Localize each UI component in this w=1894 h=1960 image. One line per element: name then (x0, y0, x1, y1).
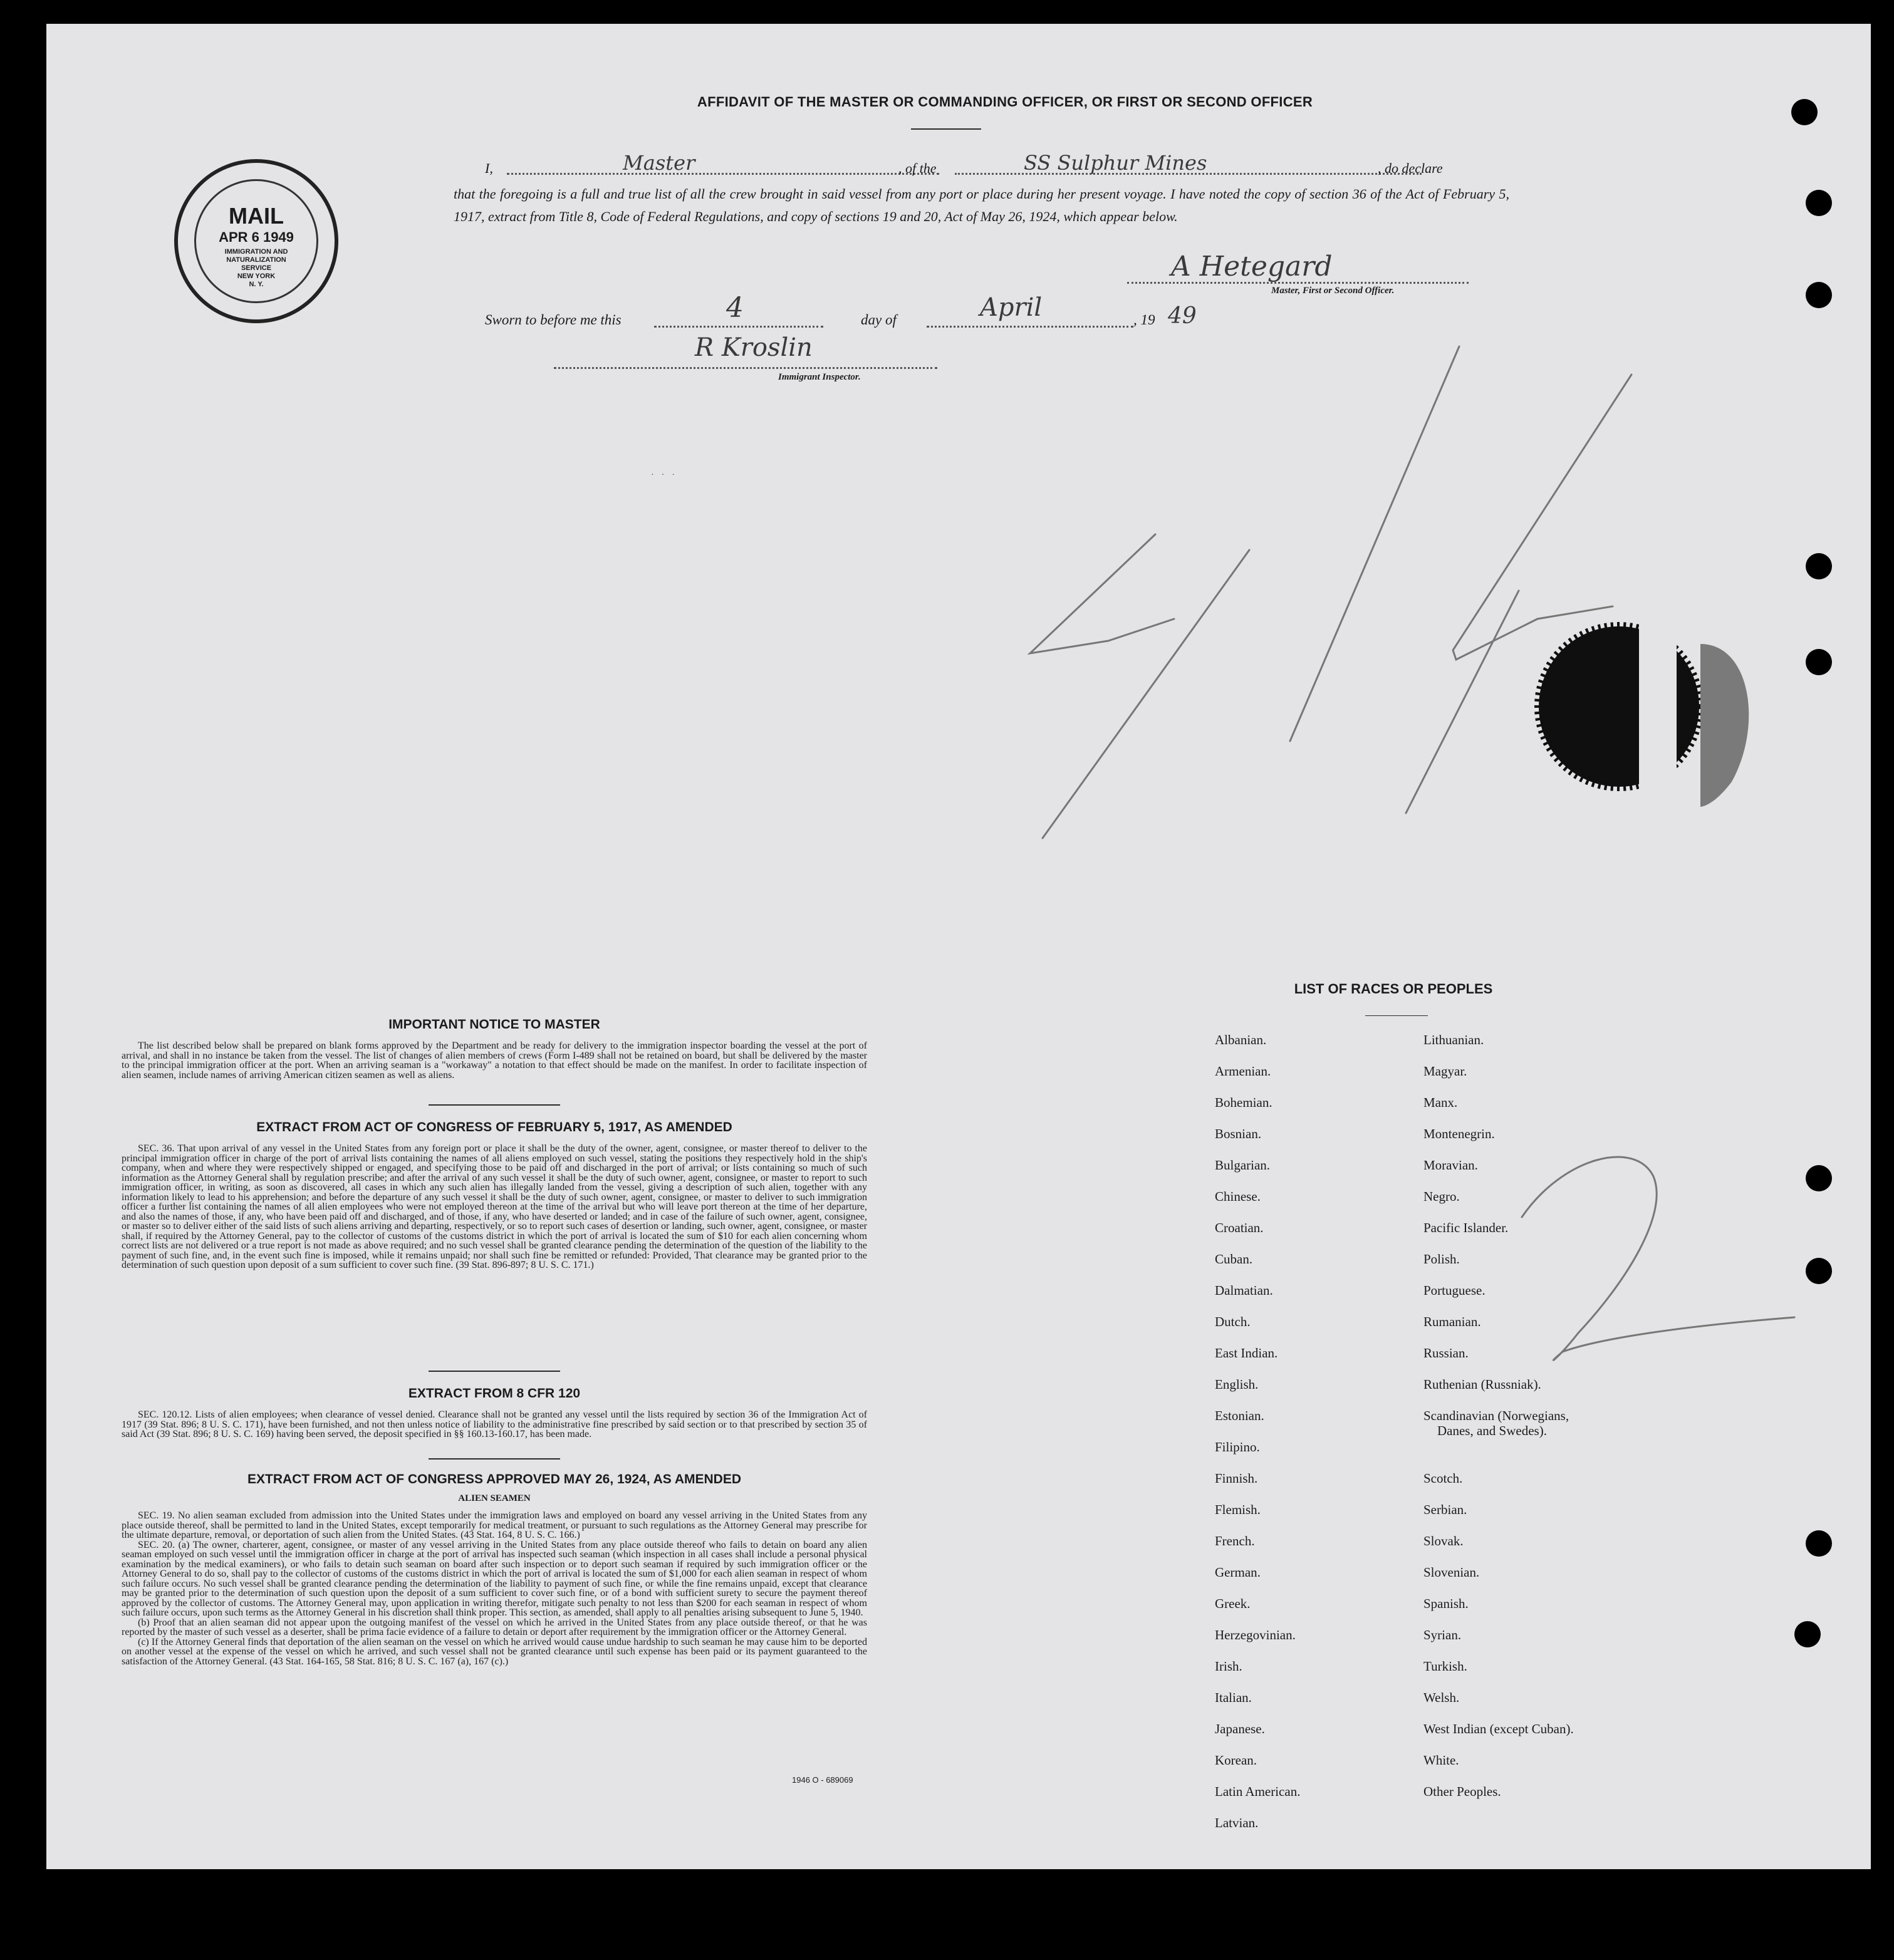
sworn-label: Sworn to before me this (485, 312, 622, 328)
binder-hole (1806, 190, 1832, 216)
extract-1924-sec20a: SEC. 20. (a) The owner, charterer, agent, consignee, or master of any vessel arriving in the United States from any place outside thereof who fails to detain on board any alien seaman employed on such vessel until the immigration officer in charge at the port of arrival has inspected such seaman (which inspection in all cases shall include a personal physical examination by the medical examiners), or who fails to detain such seaman on board after such inspection or to deport such seaman if required by such immigration officer or the Attorney General to do so, shall pay to the collector of customs of the customs district in which the port of arrival is located the sum of $1,000 for each alien seaman in respect of whom such failure occurs. No such vessel shall be granted clearance pending the determination of the liability to payment of such fine, or while the fine remains unpaid, except that clearance may be granted prior to the determination of such question upon the deposit of a sum sufficient to cover such fine, or of a bond with sufficient surety to secure the payment thereof approved by the collector of customs. The Attorney General may, upon application in writing therefor, mitigate such penalty to not less than $200 for each seaman in respect of whom such failure occurs, upon such terms as the Attorney General in his discretion shall think proper. This section, as amended, shall apply to all penalties arising subsequent to June 5, 1940. (122, 1539, 867, 1618)
extract-1924-sec19: SEC. 19. No alien seaman excluded from admission into the United States under the immigration laws and employed on board any vessel arriving in the United States from any place outside thereof, shall be permitted to land in the United States, except temporarily for medical treatment, or pursuant to such regulations as the Attorney General may prescribe for the ultimate departure, removal, or deportation of such alien from the United States. (43 Stat. 164, 8 U. S. C. 166.) (122, 1510, 867, 1540)
extract-1924-text (122, 1511, 867, 1666)
race-item: Croatian. (1215, 1220, 1264, 1235)
vessel-name-handwritten: SS Sulphur Mines (1024, 151, 1207, 175)
extract-1917-text (122, 1144, 867, 1270)
race-item: Manx. (1423, 1095, 1458, 1110)
declaration-body: that the foregoing is a full and true list of all the crew brought in said vessel from any port or place during her present voyage. I have noted the copy of section 36 of the Act of February 5, 1917, extract from Title 8, Code of Federal Regulations, and copy of sections 19 and 20, Act of May 26, 1924, which appear below. (454, 186, 1509, 224)
embossed-seal (1539, 613, 1749, 807)
race-item: Moravian. (1423, 1158, 1478, 1173)
binder-hole (1806, 1165, 1832, 1191)
race-item: French. (1215, 1533, 1255, 1548)
year-prefix: , 19 (1133, 312, 1155, 328)
extract-1917-title: EXTRACT FROM ACT OF CONGRESS OF FEBRUARY 5, 1917, AS AMENDED (256, 1120, 732, 1134)
extract-cfr-paragraph: SEC. 120.12. Lists of alien employees; when clearance of vessel denied. Clearance shall not be granted any vessel until the lists required by section 36 of the Immigration Act of 1917 (39 Stat. 896; 8 U. S. C. 171), have been furnished, and not then unless notice of liability to the administrative fine prescribed by said section or to that prescribed by section 35 of said Act (39 Stat. 896; 8 U. S. C. 169) having been served, the deposit specified in §§ 160.13-160.17, has been made. (122, 1409, 867, 1439)
extract-1924-subtitle: ALIEN SEAMEN (458, 1493, 531, 1503)
race-item: Rumanian. (1423, 1314, 1481, 1329)
extract-cfr-divider (429, 1458, 560, 1460)
sworn-year: 49 (1168, 303, 1197, 329)
race-item: German. (1215, 1565, 1261, 1580)
of-the-label: , of the (898, 160, 937, 176)
race-item: Greek. (1215, 1596, 1251, 1611)
race-item: Latin American. (1215, 1784, 1301, 1799)
races-column-2 (1423, 1032, 1574, 1815)
race-item: Slovenian. (1423, 1565, 1480, 1580)
race-item: Polish. (1423, 1252, 1460, 1267)
races-title: LIST OF RACES OR PEOPLES (1294, 981, 1493, 997)
race-item: Bosnian. (1215, 1126, 1262, 1141)
race-item: Korean. (1215, 1753, 1257, 1768)
affidavit-title: AFFIDAVIT OF THE MASTER OR COMMANDING OFFICER, OR FIRST OR SECOND OFFICER (697, 94, 1313, 110)
extract-1924-sec20c: (c) If the Attorney General finds that deportation of the alien seaman on the vessel on which he arrived would cause undue hardship to such seaman he may cause him to be deported on another vessel at the expense of the vessel on which he arrived, and such vessel shall not be granted clearance until such expense has been paid or its payment guaranteed to the satisfaction of the Attorney General. (43 Stat. 164-165, 58 Stat. 816; 8 U. S. C. 167 (a), 167 (c).) (122, 1636, 867, 1667)
race-item: Magyar. (1423, 1064, 1467, 1079)
day-of-label: day of (861, 312, 897, 328)
binder-hole (1806, 1530, 1832, 1557)
extract-cfr-title: EXTRACT FROM 8 CFR 120 (408, 1386, 581, 1401)
race-item: Syrian. (1423, 1627, 1462, 1642)
binder-hole (1806, 553, 1832, 579)
notice-paragraph: The list described below shall be prepared on blank forms approved by the Department and be ready for delivery to the immigration inspector boarding the vessel at the port of arrival, and shall in no instance be taken from the vessel. The list of changes of alien members of crews (Form I-489 shall not be retained on board, but shall be delivered by the master to the principal immigration officer at the port. When an arriving seaman is a "workaway" a notation to that effect should be made on the manifest. In order to facilitate inspection of alien seamen, include names of arriving American citizen seamen as well as aliens. (122, 1040, 867, 1081)
declaration-i: I, (485, 160, 493, 176)
race-item: West Indian (except Cuban). (1423, 1721, 1574, 1736)
race-item: Danes, and Swedes). (1437, 1423, 1547, 1438)
inspector-signature: R Kroslin (695, 333, 813, 362)
race-item: Cuban. (1215, 1252, 1253, 1267)
race-item: Flemish. (1215, 1502, 1261, 1517)
binder-hole (1794, 1621, 1821, 1647)
race-item: English. (1215, 1377, 1259, 1392)
race-item: Slovak. (1423, 1533, 1464, 1548)
do-declare-label: , do declare (1378, 160, 1443, 176)
signature-label: Master, First or Second Officer. (1271, 286, 1395, 296)
stamp-date: APR 6 1949 (219, 229, 294, 245)
officer-signature: A Hetegard (1171, 251, 1333, 283)
race-item: Bulgarian. (1215, 1158, 1271, 1173)
race-item: Filipino. (1215, 1439, 1260, 1454)
race-item: Turkish. (1423, 1659, 1467, 1674)
handwritten-4-14 (1030, 346, 1631, 838)
race-item: Ruthenian (Russniak). (1423, 1377, 1541, 1392)
extract-cfr-text (122, 1410, 867, 1439)
race-item: Serbian. (1423, 1502, 1467, 1517)
race-item: Japanese. (1215, 1721, 1265, 1736)
race-item: East Indian. (1215, 1346, 1278, 1361)
race-item: Dutch. (1215, 1314, 1251, 1329)
document-page (46, 24, 1871, 1869)
race-item: Finnish. (1215, 1471, 1258, 1486)
stamp-agency-1: IMMIGRATION AND (224, 248, 288, 256)
race-item: Bohemian. (1215, 1095, 1272, 1110)
races-divider (1365, 1015, 1428, 1016)
race-item: Portuguese. (1423, 1283, 1486, 1298)
race-item: Estonian. (1215, 1408, 1264, 1423)
master-name-handwritten: Master (623, 151, 695, 175)
stray-dots: ··· (651, 470, 682, 480)
race-item: Scandinavian (Norwegians, (1423, 1408, 1569, 1423)
extract-1924-sec20b: (b) Proof that an alien seaman did not appear upon the outgoing manifest of the vessel on which he arrived in the United States from any place outside thereof, or that he was reported by the master of such vessel as a deserter, shall be prima facie evidence of a failure to detain or deport after requirement by the immigration officer or the Attorney General. (122, 1617, 867, 1637)
stamp-agency-3: SERVICE (241, 264, 272, 272)
race-item: Italian. (1215, 1690, 1252, 1705)
sworn-day: 4 (726, 292, 744, 324)
race-item: Pacific Islander. (1423, 1220, 1509, 1235)
extract-1917-divider (429, 1371, 560, 1372)
notice-divider (429, 1104, 560, 1106)
stamp-agency-4: NEW YORK (237, 272, 276, 280)
race-item: Chinese. (1215, 1189, 1261, 1204)
race-item: White. (1423, 1753, 1459, 1768)
race-item: Scotch. (1423, 1471, 1463, 1486)
binder-hole (1806, 282, 1832, 308)
stamp-agency-5: N. Y. (249, 281, 264, 288)
printer-code: 1946 O - 689069 (792, 1775, 853, 1785)
extract-1924-title: EXTRACT FROM ACT OF CONGRESS APPROVED MAY 26, 1924, AS AMENDED (247, 1472, 742, 1486)
race-item: Other Peoples. (1423, 1784, 1501, 1799)
race-item: Negro. (1423, 1189, 1460, 1204)
binder-hole (1791, 99, 1818, 125)
race-item: Albanian. (1215, 1032, 1267, 1047)
race-item: Armenian. (1215, 1064, 1271, 1079)
notice-text (122, 1041, 867, 1080)
inspector-label: Immigrant Inspector. (778, 372, 861, 382)
binder-hole (1806, 649, 1832, 675)
race-item: Spanish. (1423, 1596, 1469, 1611)
stamp-agency-2: NATURALIZATION (226, 256, 286, 264)
race-item: Dalmatian. (1215, 1283, 1273, 1298)
extract-1917-paragraph: SEC. 36. That upon arrival of any vessel in the United States from any foreign port or place it shall be the duty of the owner, agent, consignee, or master thereof to deliver to the principal immigration officer in charge of the port of arrival lists containing the names of all aliens employed on such vessel, stating the positions they respectively hold in the ship's company, when and where they were respectively shipped or engaged, and specifying those to be paid off and discharged in the port of arrival; or lists containing so much of such information as the Attorney General shall by regulation prescribe; and after the arrival of any such vessel it shall be the duty of such owner, agent, consignee, or master to report to such immigration officer, in writing, as soon as discovered, all cases in which any such alien has illegally landed from the vessel, giving a description of such alien, together with any information likely to lead to his apprehension; and before the departure of any such vessel it shall be the duty of such owner, agent, consignee, or master to deliver to such immigration officer a further list containing the names of all alien employees who were not employed thereon at the time of the arrival but who will leave port thereon at the time of her departure, and also the names of those, if any, who have been paid off and discharged, and of those, if any, who have deserted or landed; and in case of the failure of such owner, agent, consignee, or master so to deliver either of the said lists of such aliens arriving and departing, respectively, or so to report such cases of desertion or landing, such owner, agent, consignee, or master shall, if required by the Attorney General, pay to the collector of customs of the customs district in which the port of arrival is located the sum of $10 for each alien concerning whom correct lists are not delivered or a true report is not made as above required; and no such vessel shall be granted clearance pending the determination of the question of the liability to the payment of such fine, and, in the event such fine is imposed, while it remains unpaid; nor shall such fine be remitted or refunded: Provided, That clearance may be granted prior to the determination of such question upon deposit of a sum sufficient to cover such fine. (39 Stat. 896-897; 8 U. S. C. 171.) (122, 1143, 867, 1270)
notice-title: IMPORTANT NOTICE TO MASTER (388, 1017, 600, 1032)
races-column-1 (1215, 1032, 1300, 1847)
stamp-mail: MAIL (229, 203, 284, 229)
race-item: Latvian. (1215, 1815, 1259, 1830)
race-item: Irish. (1215, 1659, 1242, 1674)
race-item: Lithuanian. (1423, 1032, 1484, 1047)
race-item: Russian. (1423, 1346, 1469, 1361)
race-item: Montenegrin. (1423, 1126, 1495, 1141)
race-item: Herzegovinian. (1215, 1627, 1296, 1642)
binder-hole (1806, 1258, 1832, 1284)
sworn-month: April (980, 293, 1043, 322)
race-item: Welsh. (1423, 1690, 1460, 1705)
